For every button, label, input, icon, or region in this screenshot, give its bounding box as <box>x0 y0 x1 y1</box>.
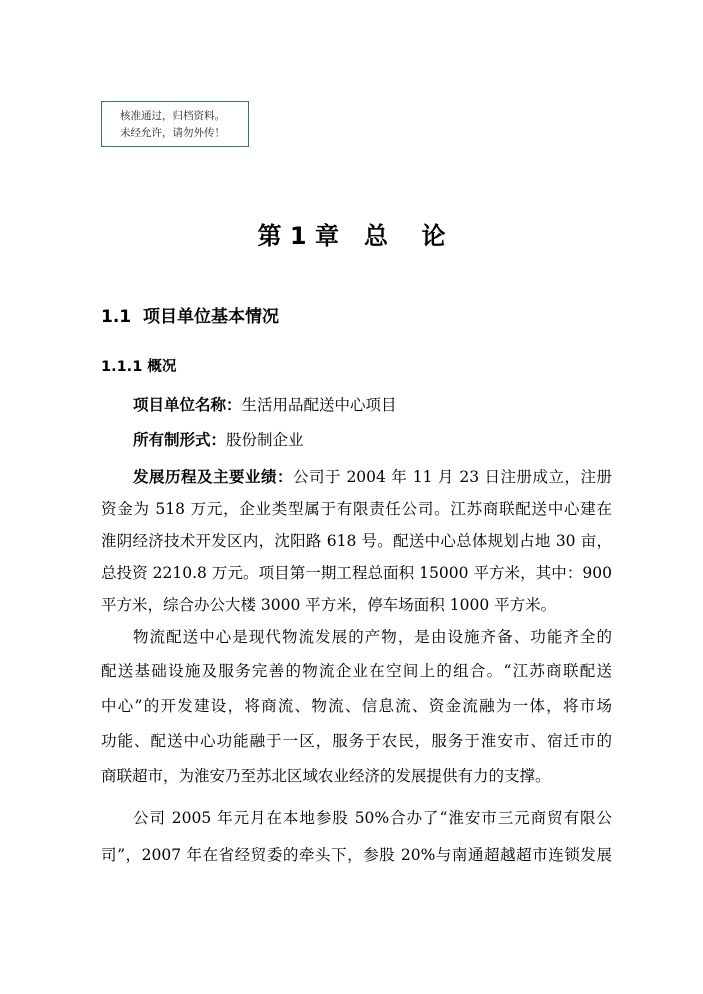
ownership-value: 股份制企业 <box>226 431 304 449</box>
archive-notice-box <box>101 101 249 147</box>
paragraph-2-line-1: 物流配送中心是现代物流发展的产物，是由设施齐备、功能齐全的 <box>133 628 612 646</box>
paragraph-1-line-5: 平方米，综合办公大楼 3000 平方米，停车场面积 1000 平方米。 <box>101 596 557 614</box>
paragraph-1-line-1 <box>133 465 612 489</box>
unit-name-value: 生活用品配送中心项目 <box>241 396 397 414</box>
section-heading: 1.1 项目单位基本情况 <box>101 307 279 327</box>
unit-name-line <box>133 393 397 417</box>
paragraph-3-line-2: 司”，2007 年在省经贸委的牵头下，参股 20%与南通超越超市连锁发展 <box>101 846 612 864</box>
paragraph-3-line-1: 公司 2005 年元月在本地参股 50%合办了“淮安市三元商贸有限公 <box>133 809 612 827</box>
paragraph-2-line-5: 商联超市，为淮安乃至苏北区域农业经济的发展提供有力的支撑。 <box>101 767 551 785</box>
paragraph-2-line-2: 配送基础设施及服务完善的物流企业在空间上的组合。“江苏商联配送 <box>101 662 612 680</box>
notice-line-1: 核准通过，归档资料。 <box>120 110 225 122</box>
ownership-label: 所有制形式： <box>133 431 227 449</box>
paragraph-2-line-3: 中心”的开发建设，将商流、物流、信息流、资金流融为一体，将市场 <box>101 697 612 715</box>
subsection-heading: 1.1.1 概况 <box>101 359 177 375</box>
ownership-line <box>133 428 304 452</box>
unit-name-label: 项目单位名称： <box>133 396 242 414</box>
paragraph-1-text-1: 公司于 2004 年 11 月 23 日注册成立，注册 <box>293 468 612 486</box>
paragraph-2-line-4: 功能、配送中心功能融于一区，服务于农民，服务于淮安市、宿迁市的 <box>101 732 612 750</box>
paragraph-1-line-3: 淮阴经济技术开发区内，沈阳路 618 号。配送中心总体规划占地 30 亩， <box>101 532 612 550</box>
chapter-title: 第 1 章 总 论 <box>257 222 446 250</box>
notice-line-2: 未经允许，请勿外传！ <box>120 127 225 139</box>
paragraph-1-line-2: 资金为 518 万元，企业类型属于有限责任公司。江苏商联配送中心建在 <box>101 500 612 518</box>
paragraph-1-line-4: 总投资 2210.8 万元。项目第一期工程总面积 15000 平方米，其中：900 <box>101 564 612 582</box>
history-label: 发展历程及主要业绩： <box>133 468 294 486</box>
